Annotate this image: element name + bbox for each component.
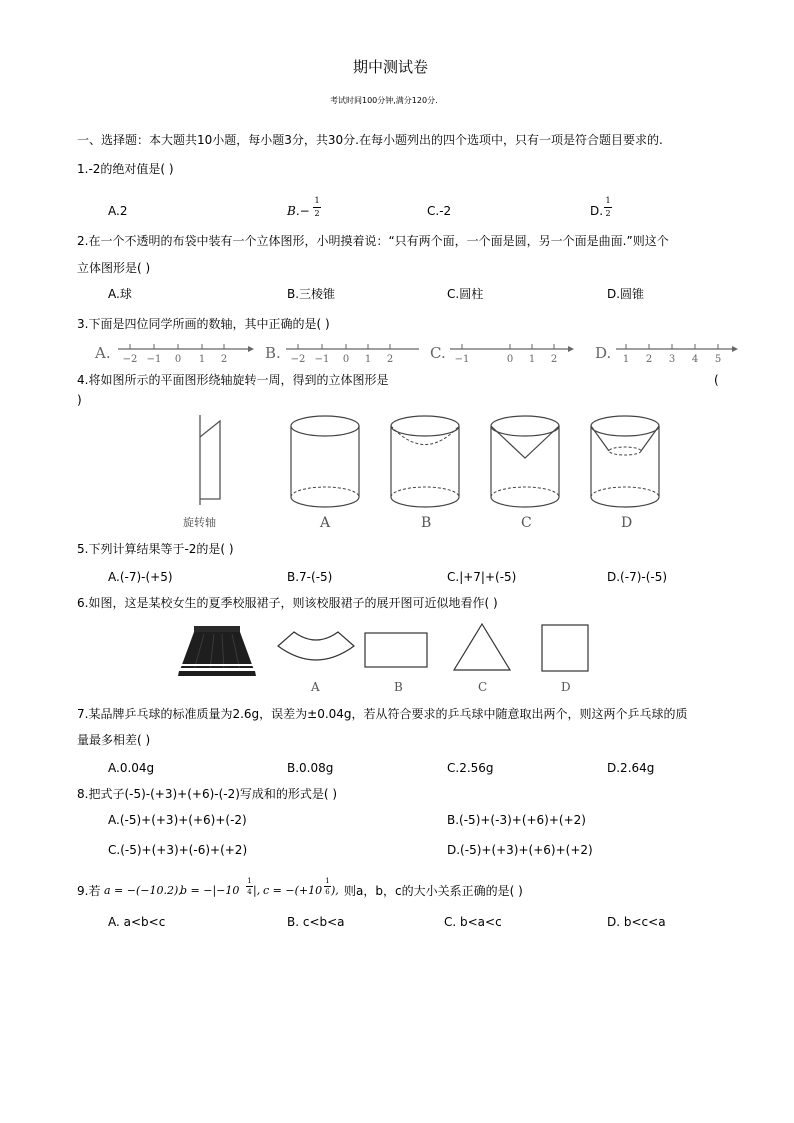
q6-skirt-image bbox=[176, 624, 258, 682]
q4-figure-c-cylinder bbox=[489, 413, 565, 513]
q3-numberline-b bbox=[284, 339, 424, 369]
q6-label-a: A bbox=[311, 680, 320, 694]
q3-b-tick-label: −1 bbox=[314, 354, 330, 365]
q3-c-tick-label: −1 bbox=[454, 354, 470, 365]
q3-b-tick-label: 2 bbox=[386, 354, 394, 365]
question-2-line2: 立体图形是( ) bbox=[77, 261, 151, 275]
question-3-stem: 3.下面是四位同学所画的数轴，其中正确的是( ) bbox=[77, 317, 330, 331]
q7-option-d: D.2.64g bbox=[607, 761, 655, 775]
q1-b-frac-bar bbox=[313, 207, 321, 208]
q6-figure-c-triangle bbox=[452, 622, 516, 674]
q1-d-frac-den: 2 bbox=[605, 209, 611, 218]
exam-subtitle: 考试时间100分钟,满分120分. bbox=[330, 96, 438, 105]
q3-c-tick-label: 1 bbox=[528, 354, 536, 365]
q4-label-c: C bbox=[521, 515, 532, 531]
q3-a-tick-label: −2 bbox=[122, 354, 138, 365]
q9-b-frac-num: 1 bbox=[247, 877, 252, 885]
page-title: 期中测试卷 bbox=[353, 58, 429, 76]
q6-figure-d-square bbox=[541, 624, 591, 674]
q2-option-a: A.球 bbox=[108, 287, 132, 301]
q7-option-a: A.0.04g bbox=[108, 761, 155, 775]
q3-c-tick-label: 2 bbox=[550, 354, 558, 365]
q9-option-c: C. b<a<c bbox=[444, 915, 502, 929]
q6-figure-a-annular-sector bbox=[274, 626, 360, 686]
q5-option-d: D.(-7)-(-5) bbox=[607, 570, 668, 584]
q7-option-c: C.2.56g bbox=[447, 761, 494, 775]
q4-paren-open: ( bbox=[714, 373, 719, 387]
q1-option-a: A.2 bbox=[108, 204, 128, 218]
q1-option-d: D. bbox=[590, 204, 604, 218]
q1-b-frac-den: 2 bbox=[314, 209, 320, 218]
q4-rotation-axis-figure bbox=[190, 415, 250, 515]
q9-expr-c: c = −(+10 bbox=[263, 884, 323, 897]
q3-d-tick-label: 5 bbox=[714, 354, 722, 365]
q5-option-a: A.(-7)-(+5) bbox=[108, 570, 173, 584]
q4-label-b: B bbox=[421, 515, 432, 531]
q2-option-c: C.圆柱 bbox=[447, 287, 484, 301]
q4-paren-close: ) bbox=[77, 393, 82, 407]
q3-d-tick-label: 4 bbox=[691, 354, 699, 365]
q2-option-d: D.圆锥 bbox=[607, 287, 645, 301]
question-7-line2: 量最多相差( ) bbox=[77, 733, 151, 747]
q4-label-a: A bbox=[320, 515, 331, 531]
question-7-line1: 7.某品牌乒乓球的标准质量为2.6g，误差为±0.04g，若从符合要求的乒乓球中随意取出两个，则这两个乒乓球的质 bbox=[77, 707, 688, 721]
q6-figure-b-rectangle bbox=[364, 632, 430, 672]
q7-option-b: B.0.08g bbox=[287, 761, 334, 775]
q3-option-c-label: C. bbox=[430, 344, 446, 362]
q3-option-a-label: A. bbox=[95, 344, 111, 362]
q3-b-tick-label: 1 bbox=[364, 354, 372, 365]
question-5-stem: 5.下列计算结果等于-2的是( ) bbox=[77, 542, 234, 556]
question-6-stem: 6.如图，这是某校女生的夏季校服裙子，则该校服裙子的展开图可近似地看作( ) bbox=[77, 596, 498, 610]
q9-option-d: D. b<c<a bbox=[607, 915, 666, 929]
q9-expr-a: a = −(−10.2), bbox=[104, 884, 182, 897]
q3-d-tick-label: 3 bbox=[668, 354, 676, 365]
question-2-line1: 2.在一个不透明的布袋中装有一个立体图形，小明摸着说：“只有两个面，一个面是圆，另一个面是曲面.”则这个 bbox=[77, 234, 669, 248]
q1-option-c: C.-2 bbox=[427, 204, 452, 218]
q9-c-frac-bar bbox=[324, 886, 331, 887]
q4-figure-b-cylinder bbox=[389, 413, 465, 513]
q3-numberline-a bbox=[116, 339, 256, 369]
question-8-stem: 8.把式子(-5)-(+3)+(+6)-(-2)写成和的形式是( ) bbox=[77, 787, 338, 801]
q4-figure-d-cylinder bbox=[589, 413, 665, 513]
question-9-prefix: 9.若 bbox=[77, 884, 101, 898]
question-4-line1: 4.将如图所示的平面图形绕轴旋转一周，得到的立体图形是 bbox=[77, 373, 389, 387]
q3-numberline-c bbox=[448, 339, 578, 369]
q9-c-frac-den: 6 bbox=[325, 888, 330, 896]
q3-d-tick-label: 1 bbox=[622, 354, 630, 365]
q9-b-frac-den: 4 bbox=[247, 888, 252, 896]
q1-option-b: B.− bbox=[287, 204, 310, 218]
q9-c-frac-num: 1 bbox=[325, 877, 330, 885]
q9-expr-b-end: |, bbox=[253, 884, 261, 897]
q3-d-tick-label: 2 bbox=[645, 354, 653, 365]
q3-option-b-label: B. bbox=[265, 344, 281, 362]
q2-option-b: B.三棱锥 bbox=[287, 287, 336, 301]
q3-numberline-d bbox=[614, 339, 744, 369]
q5-option-c: C.|+7|+(-5) bbox=[447, 570, 517, 584]
q3-a-tick-label: 2 bbox=[220, 354, 228, 365]
q6-label-c: C bbox=[478, 680, 488, 694]
q4-label-d: D bbox=[621, 515, 633, 531]
q8-option-d: D.(-5)+(+3)+(+6)+(+2) bbox=[447, 843, 593, 857]
q1-d-frac-bar bbox=[604, 207, 612, 208]
q8-option-a: A.(-5)+(+3)+(+6)+(-2) bbox=[108, 813, 247, 827]
q3-c-tick-label: 0 bbox=[506, 354, 514, 365]
q9-option-b: B. c<b<a bbox=[287, 915, 345, 929]
q3-a-tick-label: −1 bbox=[146, 354, 162, 365]
question-9-suffix: 则a，b，c的大小关系正确的是( ) bbox=[344, 884, 523, 898]
q6-label-d: D bbox=[561, 680, 571, 694]
q9-expr-b: b = −|−10 bbox=[180, 884, 240, 897]
q5-option-b: B.7-(-5) bbox=[287, 570, 333, 584]
q3-a-tick-label: 1 bbox=[198, 354, 206, 365]
q1-d-frac-num: 1 bbox=[605, 196, 611, 205]
section-heading: 一、选择题：本大题共10小题，每小题3分，共30分.在每小题列出的四个选项中，只有一项是符合题目要求的. bbox=[77, 133, 663, 147]
q9-b-frac-bar bbox=[246, 886, 253, 887]
q1-b-frac-num: 1 bbox=[314, 196, 320, 205]
q4-axis-label: 旋转轴 bbox=[183, 516, 216, 529]
q6-label-b: B bbox=[394, 680, 403, 694]
q3-b-tick-label: 0 bbox=[342, 354, 350, 365]
q4-figure-a-cylinder bbox=[289, 413, 365, 513]
q8-option-b: B.(-5)+(-3)+(+6)+(+2) bbox=[447, 813, 586, 827]
q9-expr-c-end: ), bbox=[331, 884, 339, 897]
q8-option-c: C.(-5)+(+3)+(-6)+(+2) bbox=[108, 843, 248, 857]
q3-a-tick-label: 0 bbox=[174, 354, 182, 365]
q3-b-tick-label: −2 bbox=[290, 354, 306, 365]
question-1-stem: 1.-2的绝对值是( ) bbox=[77, 162, 174, 176]
q9-option-a: A. a<b<c bbox=[108, 915, 166, 929]
q3-option-d-label: D. bbox=[595, 344, 612, 362]
